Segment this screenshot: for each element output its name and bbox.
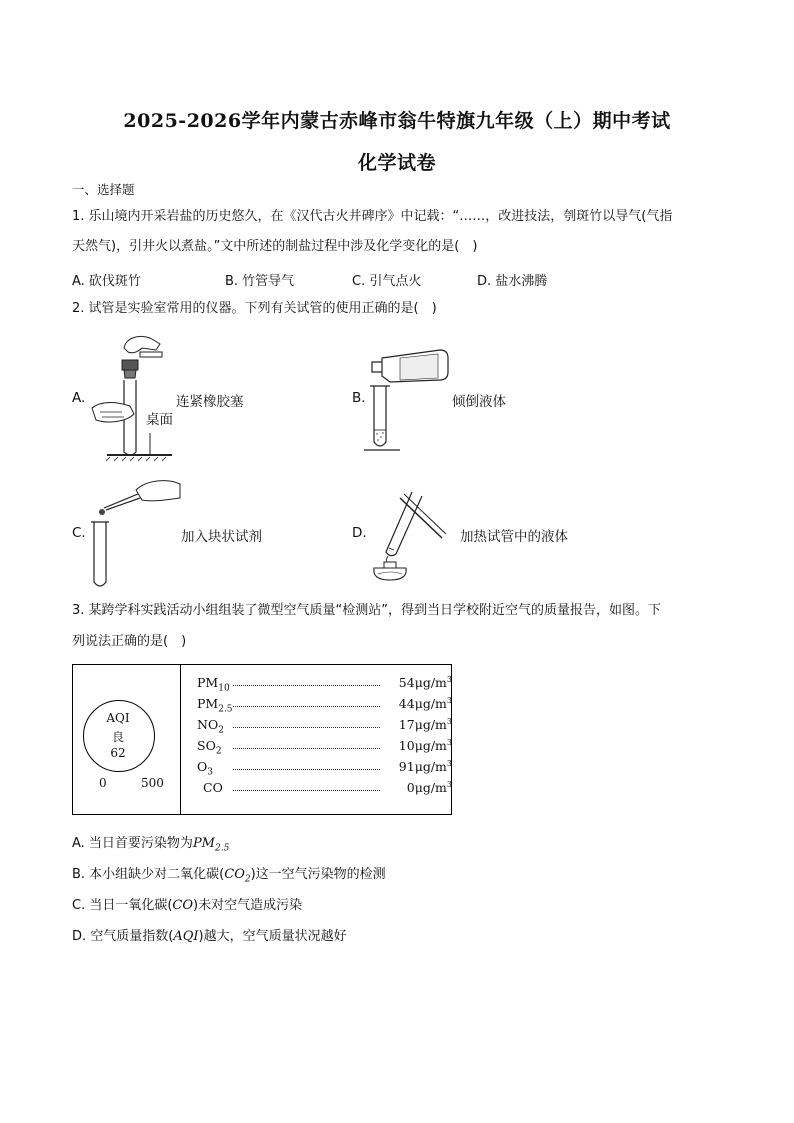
q1-option-d: D. 盐水沸腾 [477, 274, 548, 289]
aqi-scale-min: 0 [99, 776, 107, 790]
pollutant-row-pm25: $PM_{2.5}$ $44\mu g/m^3$ [197, 696, 452, 715]
q2-option-c-caption: 加入块状试剂 [181, 529, 262, 545]
q3-stem-line1: 3. 某跨学科实践活动小组组装了微型空气质量“检测站”，得到当日学校附近空气的质量报告，如图。下 [72, 603, 662, 618]
q1-stem-line1: 1. 乐山境内开采岩盐的历史悠久，在《汉代古火井碑序》中记载：“……，改进技法，刳斑竹以导气(气指 [72, 209, 673, 224]
q2-option-d-caption: 加热试管中的液体 [460, 529, 568, 545]
pouring-liquid-illustration [360, 340, 460, 455]
air-quality-report [72, 664, 452, 815]
pollutant-row-o3: $O_3$ $91\mu g/m^3$ [197, 759, 452, 778]
pollutant-row-no2: $NO_2$ $17\mu g/m^3$ [197, 717, 452, 736]
exam-title: 2025-2026学年内蒙古赤峰市翁牛特旗九年级（上）期中考试 [123, 110, 671, 132]
stopper-insertion-illustration [82, 330, 182, 465]
q3-stem-line2: 列说法正确的是( ) [72, 634, 187, 649]
q1-option-b: B. 竹管导气 [225, 274, 295, 289]
aqi-level: 良 [111, 730, 124, 744]
pollutant-row-pm10: $PM_{10}$ $54\mu g/m^3$ [197, 675, 452, 694]
q1-option-a: A. 砍伐斑竹 [72, 274, 141, 289]
q2-option-c-letter: C. [72, 525, 86, 541]
q2-stem: 2. 试管是实验室常用的仪器。下列有关试管的使用正确的是( ) [72, 301, 437, 316]
q2-option-a-caption: 连紧橡胶塞 [176, 394, 244, 410]
pollutant-row-co: CO $0\mu g/m^3$ [203, 780, 452, 796]
q3-option-a: A. 当日首要污染物为$PM_{2.5}$ [72, 836, 230, 854]
q1-stem-line2: 天然气)，引井火以煮盐。”文中所述的制盐过程中涉及化学变化的是( ) [72, 239, 478, 254]
q2-option-b-letter: B. [352, 390, 366, 406]
aqi-scale-max: 500 [141, 776, 164, 790]
q2-option-b-caption: 倾倒液体 [452, 394, 506, 410]
q3-option-b: B. 本小组缺少对二氧化碳$(CO_2)$这一空气污染物的检测 [72, 867, 386, 885]
q3-option-c: C. 当日一氧化碳(CO)未对空气造成污染 [72, 898, 303, 913]
report-divider [180, 665, 181, 814]
pollutant-row-so2: $SO_2$ $10\mu g/m^3$ [197, 738, 452, 757]
exam-subtitle: 化学试卷 [357, 152, 436, 174]
q2-option-d-letter: D. [352, 525, 367, 541]
section-label: 一、选择题 [72, 182, 135, 197]
q3-option-d: D. 空气质量指数(AQI)越大，空气质量状况越好 [72, 929, 347, 944]
q1-option-c: C. 引气点火 [352, 274, 422, 289]
aqi-label: AQI [106, 711, 130, 725]
adding-solid-reagent-illustration [86, 472, 186, 592]
q2-option-a-table-label: 桌面 [146, 412, 173, 428]
heating-liquid-illustration [364, 482, 464, 582]
q2-option-a-letter: A. [72, 390, 86, 406]
aqi-value: 62 [110, 746, 126, 760]
